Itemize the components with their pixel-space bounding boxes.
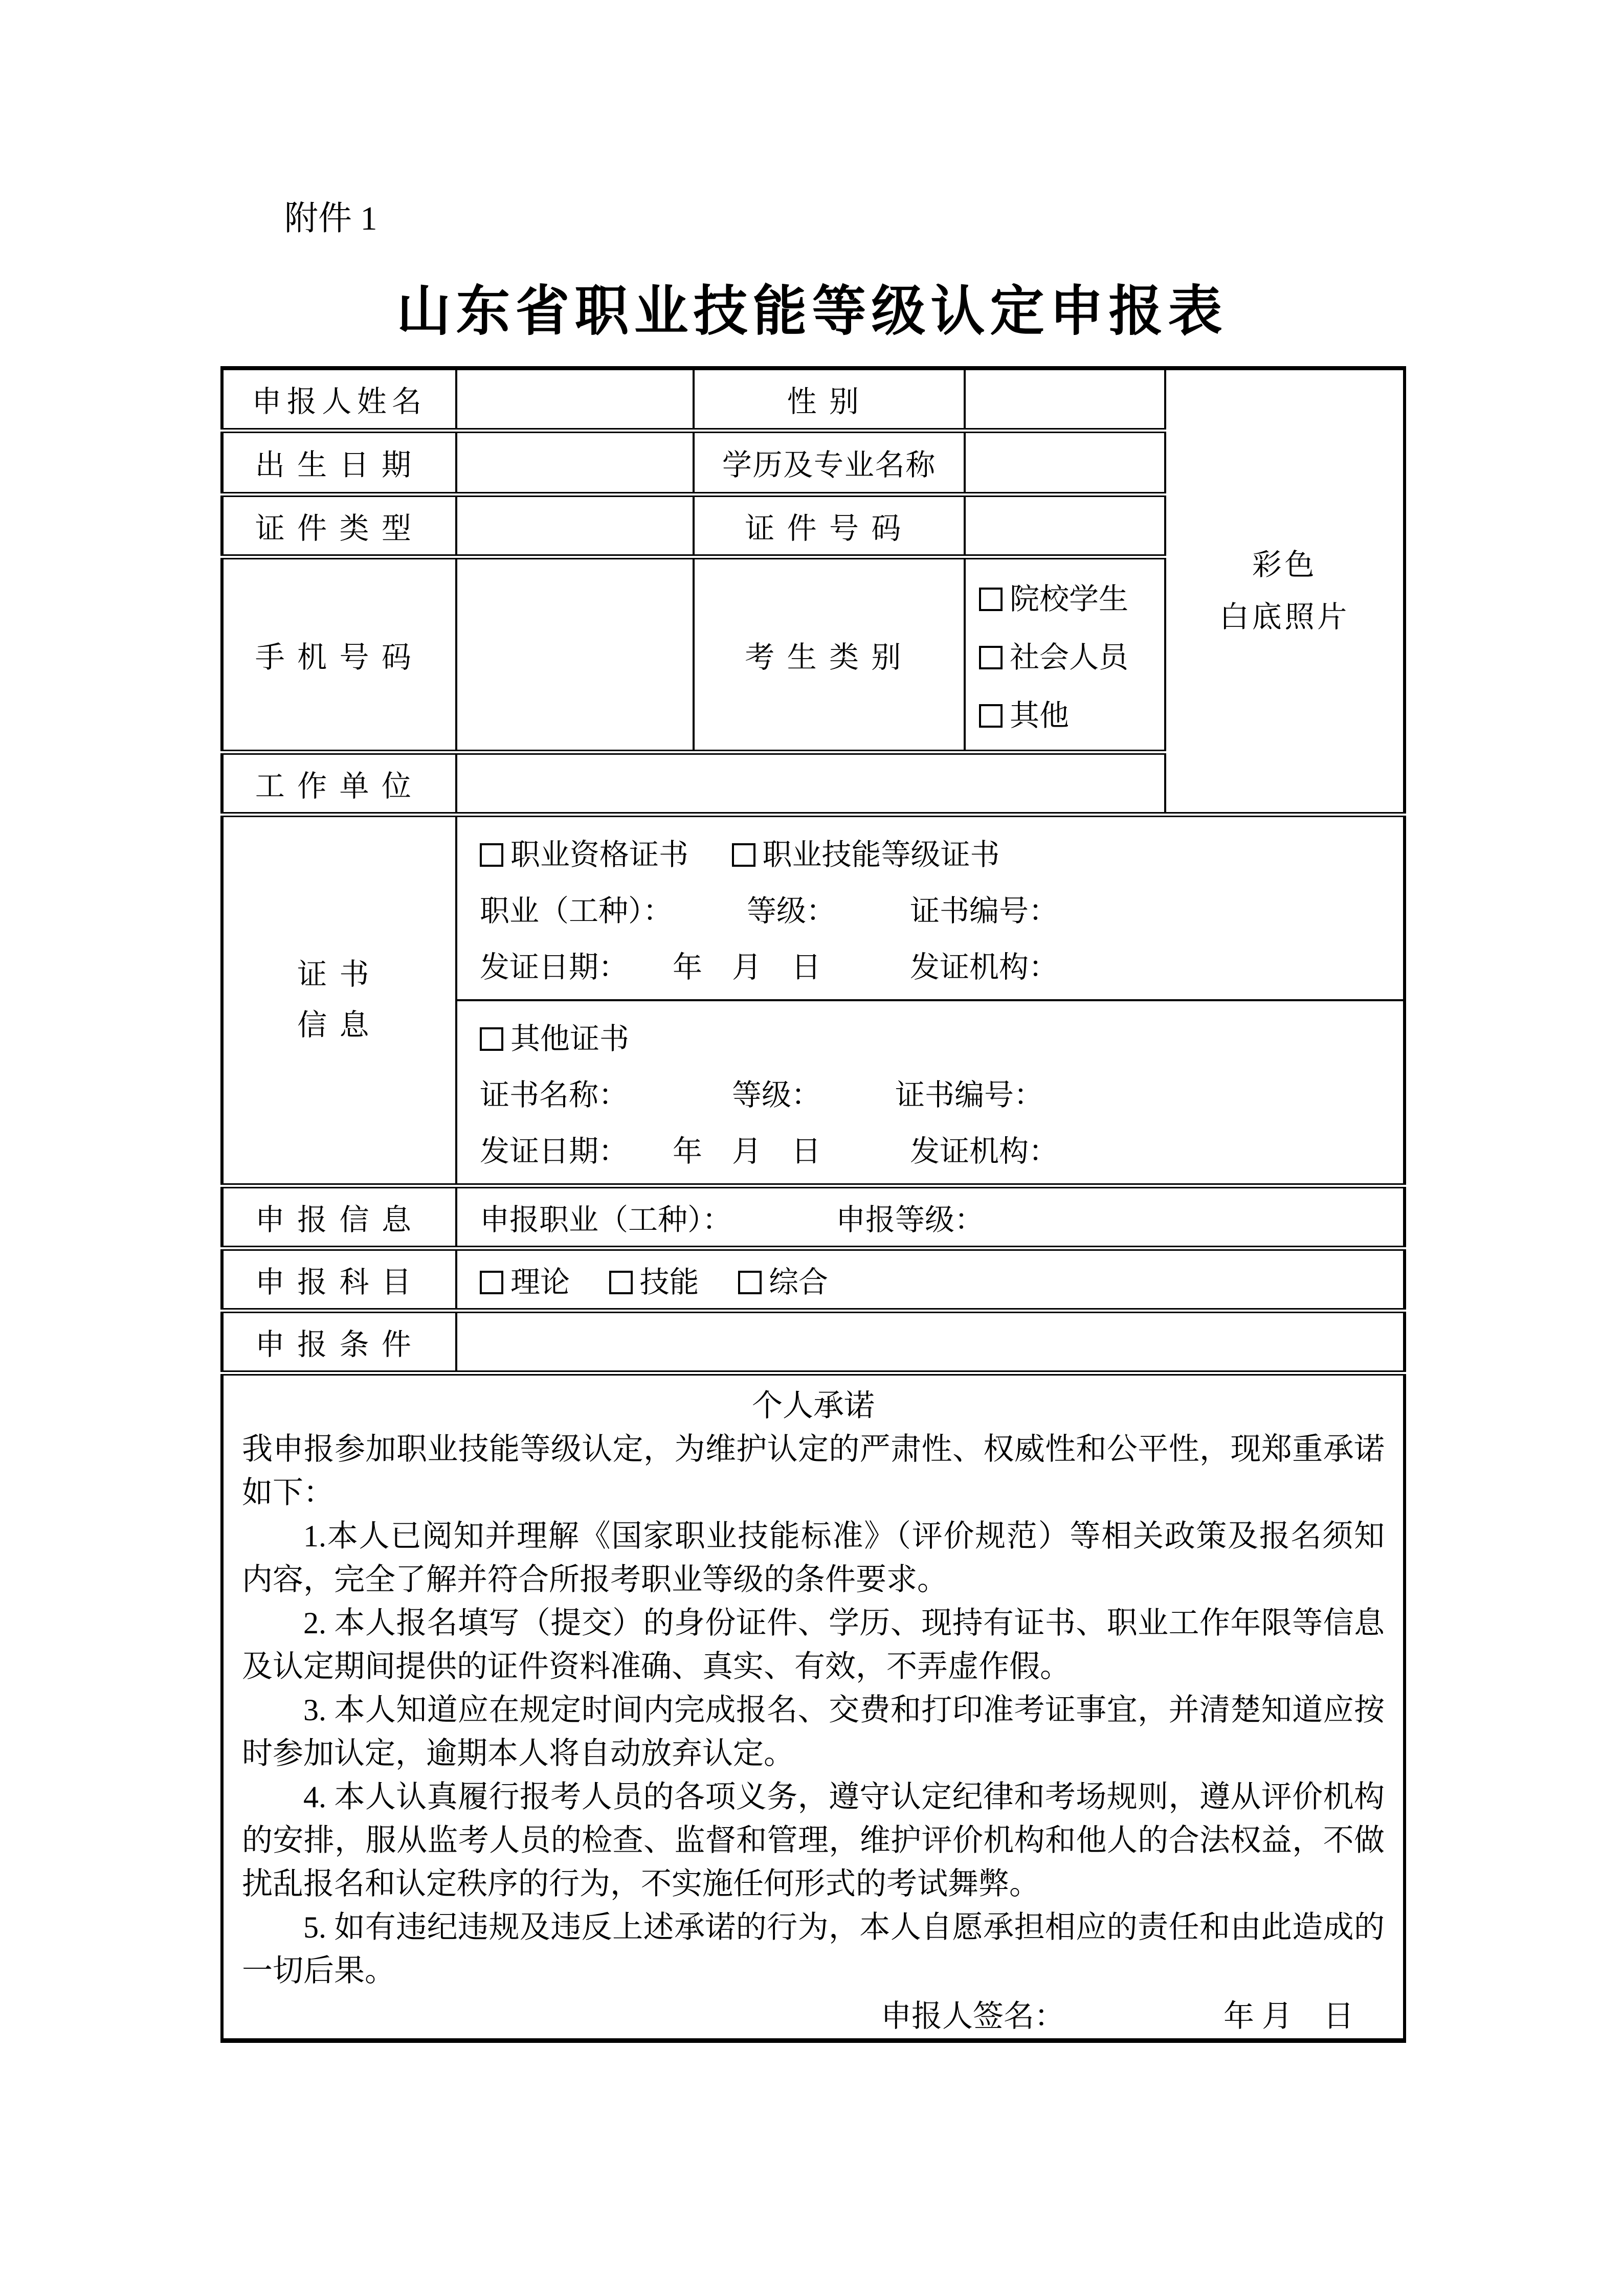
subject-option-skill[interactable] [609, 1266, 699, 1299]
checkbox-label: 职业技能等级证书 [762, 838, 1000, 871]
id-number-label: 证件号码 [694, 494, 965, 557]
table-row [222, 1311, 1405, 1373]
other-certificate-option[interactable] [480, 1015, 1403, 1057]
table-row [222, 368, 1405, 431]
checkbox-label: 其他证书 [510, 1022, 630, 1055]
table-row [222, 1373, 1405, 2041]
declare-condition-field[interactable] [456, 1311, 1405, 1373]
checkbox-icon[interactable] [732, 843, 755, 867]
education-major-label: 学历及专业名称 [694, 431, 965, 494]
applicant-name-field[interactable] [456, 368, 694, 431]
application-form-table [220, 366, 1406, 2043]
vocational-qualification-option[interactable] [480, 838, 688, 871]
commitment-item-3: 3. 本人知道应在规定时间内完成报名、交费和打印准考证事宜，并清楚知道应按时参加认定，逾期本人将自动放弃认定。 [242, 1693, 1385, 1770]
other-certificate-name-line[interactable]: 证书名称： 等级： 证书编号： [480, 1078, 1044, 1112]
applicant-name-label: 申报人姓名 [222, 368, 456, 431]
checkbox-label: 技能 [639, 1265, 699, 1299]
checkbox-icon[interactable] [480, 1027, 503, 1051]
commitment-title: 个人承诺 [752, 1388, 875, 1423]
commitment-intro: 我申报参加职业技能等级认定，为维护认定的严肃性、权威性和公平性，现郑重承诺如下： [242, 1432, 1385, 1510]
certificate-info-label [222, 815, 456, 1186]
vocational-occupation-line[interactable]: 职业（工种）： 等级： 证书编号： [480, 894, 1059, 928]
work-unit-field[interactable] [456, 752, 1165, 815]
birth-date-label: 出生日期 [222, 431, 456, 494]
work-unit-label: 工作单位 [222, 752, 456, 815]
vocational-certificate-section [456, 815, 1405, 1000]
certificate-label-line1: 证书 [297, 958, 382, 992]
table-row [222, 815, 1405, 1000]
candidate-type-options [965, 557, 1165, 752]
declare-info-label: 申报信息 [222, 1186, 456, 1248]
candidate-type-label: 考生类别 [694, 557, 965, 752]
signature-date[interactable]: 年 月 日 [1223, 1999, 1354, 2033]
checkbox-label: 理论 [510, 1265, 570, 1299]
other-certificate-issue-line[interactable]: 发证日期： 年 月 日 发证机构： [480, 1134, 1059, 1168]
id-type-field[interactable] [456, 494, 694, 557]
education-major-field[interactable] [965, 431, 1165, 494]
skill-level-certificate-option[interactable] [732, 838, 1000, 871]
commitment-item-1: 1.本人已阅知并理解《国家职业技能标准》（评价规范）等相关政策及报名须知内容，完全了解并符合所报考职业等级的条件要求。 [242, 1519, 1385, 1596]
checkbox-label: 综合 [769, 1265, 829, 1299]
candidate-option-other[interactable] [979, 691, 1164, 734]
id-type-label: 证件类型 [222, 494, 456, 557]
personal-commitment-section [222, 1373, 1405, 2041]
declare-info-field[interactable]: 申报职业（工种）： 申报等级： [456, 1186, 1405, 1248]
checkbox-icon[interactable] [480, 1271, 503, 1294]
candidate-option-label: 社会人员 [1010, 640, 1129, 674]
certificate-type-line [480, 830, 1403, 873]
declare-condition-label: 申报条件 [222, 1311, 456, 1373]
signature-row [242, 1995, 1385, 2038]
table-row [222, 1186, 1405, 1248]
photo-note-line1: 彩色 [1252, 548, 1318, 582]
gender-label: 性别 [694, 368, 965, 431]
subject-option-comprehensive[interactable] [738, 1266, 828, 1299]
gender-field[interactable] [965, 368, 1165, 431]
other-certificate-section [456, 1000, 1405, 1186]
commitment-item-2: 2. 本人报名填写（提交）的身份证件、学历、现持有证书、职业工作年限等信息及认定期间提供的证件资料准确、真实、有效，不弄虚作假。 [242, 1606, 1385, 1683]
attachment-label: 附件 1 [284, 200, 377, 237]
certificate-label-line2: 信息 [297, 1008, 382, 1042]
id-number-field[interactable] [965, 494, 1165, 557]
checkbox-icon[interactable] [979, 704, 1003, 728]
signature-label[interactable]: 申报人签名： [881, 1999, 1065, 2033]
checkbox-label: 职业资格证书 [510, 838, 689, 871]
candidate-option-label: 其他 [1010, 699, 1070, 732]
checkbox-icon[interactable] [738, 1271, 762, 1294]
checkbox-icon[interactable] [979, 588, 1003, 611]
phone-label: 手机号码 [222, 557, 456, 752]
commitment-item-5: 5. 如有违纪违规及违反上述承诺的行为，本人自愿承担相应的责任和由此造成的一切后果。 [242, 1910, 1385, 1988]
candidate-option-society[interactable] [979, 633, 1164, 676]
declare-subject-options [456, 1248, 1405, 1311]
candidate-option-students[interactable] [979, 575, 1164, 618]
subject-option-theory[interactable] [480, 1266, 570, 1299]
phone-field[interactable] [456, 557, 694, 752]
commitment-item-4: 4. 本人认真履行报考人员的各项义务，遵守认定纪律和考场规则，遵从评价机构的安排，服从监考人员的检查、监督和管理，维护评价机构和他人的合法权益，不做扰乱报名和认定秩序的行为，不实施任何形式的考试舞弊。 [242, 1780, 1385, 1901]
declare-subject-label: 申报科目 [222, 1248, 456, 1311]
page-title: 山东省职业技能等级认定申报表 [396, 279, 1228, 343]
candidate-option-label: 院校学生 [1010, 582, 1129, 616]
birth-date-field[interactable] [456, 431, 694, 494]
checkbox-icon[interactable] [480, 843, 503, 867]
table-row [222, 1248, 1405, 1311]
photo-note-line2: 白底照片 [1219, 600, 1350, 634]
checkbox-icon[interactable] [609, 1271, 633, 1294]
vocational-issue-line[interactable]: 发证日期： 年 月 日 发证机构： [480, 950, 1059, 984]
photo-placeholder[interactable] [1165, 368, 1405, 815]
checkbox-icon[interactable] [979, 646, 1003, 669]
